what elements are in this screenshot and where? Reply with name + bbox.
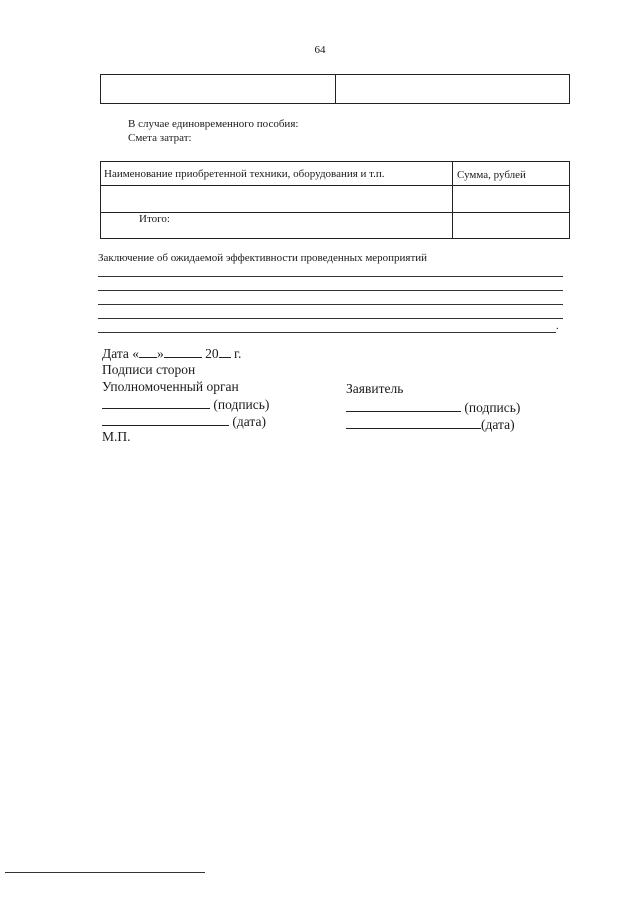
date-blank: [346, 427, 481, 429]
authority-signature-line: [102, 397, 269, 413]
date-mid: »: [157, 346, 164, 361]
one-time-benefit-intro: В случае единовременного пособия:: [128, 118, 299, 130]
estimate-table-column-divider: [452, 162, 453, 238]
date-year: 20: [205, 346, 219, 361]
date-word: (дата): [481, 417, 515, 432]
applicant-signature-line: [346, 400, 520, 416]
year-blank: [219, 356, 231, 358]
conclusion-line: [98, 276, 563, 277]
applicant-label: Заявитель: [346, 381, 404, 396]
conclusion-line: [98, 318, 563, 319]
signature-word: (подпись): [213, 397, 270, 412]
signature-blank: [102, 407, 210, 409]
estimate-label: Смета затрат:: [128, 132, 192, 144]
date-word: (дата): [232, 414, 266, 429]
table-column-divider: [335, 75, 336, 103]
conclusion-end-mark: .: [556, 320, 559, 332]
date-suffix: г.: [234, 346, 242, 361]
estimate-table: [100, 161, 570, 239]
top-table: [100, 74, 570, 104]
estimate-table-row-divider: [101, 185, 569, 186]
conclusion-line: [98, 332, 556, 333]
page-number: 64: [314, 44, 326, 56]
date-line: [102, 346, 241, 362]
date-prefix: Дата «: [102, 346, 140, 361]
estimate-table-row-divider: [101, 212, 569, 213]
applicant-date-line: [346, 417, 515, 433]
estimate-header-name: Наименование приобретенной техники, оборудования и т.п.: [104, 168, 385, 180]
authority-label: Уполномоченный орган: [102, 379, 239, 394]
signature-word: (подпись): [464, 400, 521, 415]
signature-blank: [346, 410, 461, 412]
estimate-total-label: Итого:: [139, 213, 170, 225]
seal-label: М.П.: [102, 429, 131, 444]
date-blank: [102, 424, 229, 426]
day-blank: [139, 356, 157, 358]
conclusion-label: Заключение об ожидаемой эффективности проведенных мероприятий: [98, 252, 428, 264]
conclusion-line: [98, 304, 563, 305]
authority-date-line: [102, 414, 266, 430]
footnote-separator: [5, 872, 205, 873]
parties-heading: Подписи сторон: [102, 362, 196, 377]
estimate-header-sum: Сумма, рублей: [457, 169, 526, 181]
month-blank: [164, 356, 202, 358]
conclusion-line: [98, 290, 563, 291]
